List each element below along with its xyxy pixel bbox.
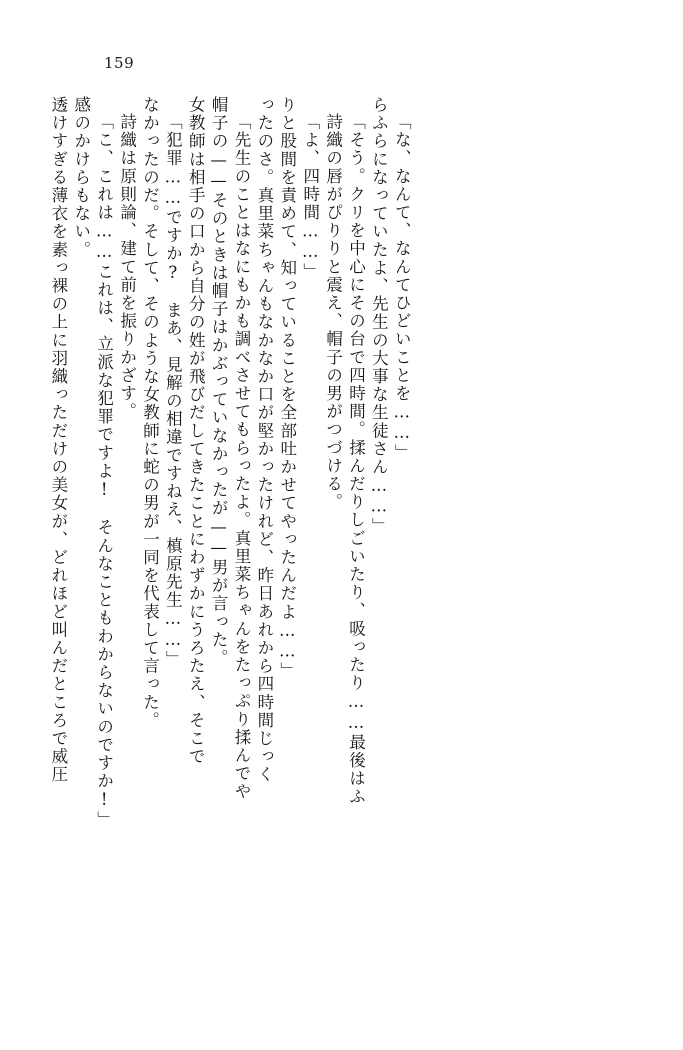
text-line: 「こ、これは……これは、立派な犯罪ですよ! そんなこともわからないのですか!」 [94,113,114,829]
text-line: 詩織の唇がぴりりと震え、帽子の男がつづける。 [323,113,343,512]
text-line: らふらになっていたよ、先生の大事な生徒さん……」 [369,96,389,536]
text-line: 女教師は相手の口から自分の姓が飛びだしてきたことにわずかにうろたえ、そこで [186,96,206,766]
text-line: 透けすぎる薄衣を素っ裸の上に羽織っただけの美女が、どれほど叫んだところで威圧 [48,96,68,784]
page-number: 159 [104,54,135,72]
text-line: 「よ、四時間……」 [300,113,320,281]
text-line: 感のかけらもない。 [71,96,91,259]
body-text-block [43,96,643,976]
text-line: 「そう。クリを中心にその台で四時間。揉んだりしごいたり、吸ったり……最後はふ [346,113,366,806]
text-line: 「な、なんて、なんてひどいことを……」 [392,113,412,462]
text-line: 詩織は原則論、建て前を振りかざす。 [117,113,137,421]
text-line: なかったのだ。そして、そのような女教師に蛇の男が一同を代表して言った。 [140,96,160,730]
text-line: りと股間を責めて、知っていることを全部吐かせてやったんだよ……」 [277,96,297,681]
text-line: 「犯罪……ですか? まあ、見解の相違ですねえ、槙原先生……」 [163,113,183,669]
text-line: ったのさ。真里菜ちゃんもなかなか口が堅かったけれど、昨日あれから四時間じっく [254,96,274,784]
text-line: 帽子の——そのときは帽子はかぶっていなかったが——男が言った。 [209,96,229,668]
text-line: 「先生のことはなにもかも調べさせてもらったよ。真里菜ちゃんをたっぷり揉んでや [232,113,252,801]
